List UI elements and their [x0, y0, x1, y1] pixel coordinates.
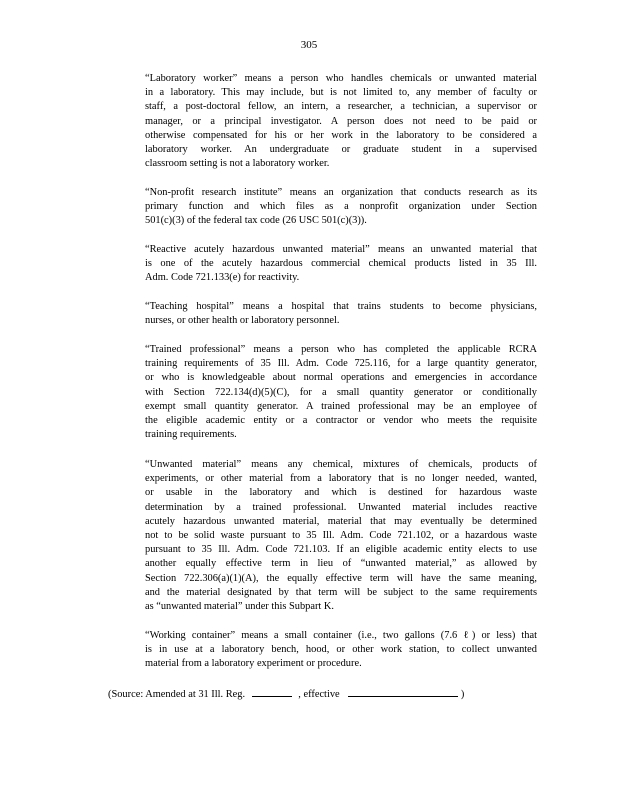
- text-line: “Trained professional” means a person who has completed the applicable RCRA: [145, 344, 537, 355]
- text-line: exempt small quantity generator. A trained professional may be an employee of: [145, 400, 537, 412]
- text-line: another equally effective term in lieu of “unwanted material,” as allowed by: [145, 558, 537, 570]
- definition-non-profit-research-institute: [145, 186, 537, 229]
- text-line: is in use at a laboratory bench, hood, or other work station, to collect unwanted: [145, 644, 537, 656]
- text-line: “Laboratory worker” means a person who handles chemicals or unwanted material: [145, 73, 537, 84]
- text-line: 501(c)(3) of the federal tax code (26 USC 501(c)(3)).: [145, 215, 367, 227]
- text-line: “Reactive acutely hazardous unwanted material” means an unwanted material that: [145, 244, 537, 255]
- text-line: experiments, or other material from a laboratory that is no longer needed, wanted,: [145, 473, 537, 485]
- text-line: Section 722.306(a)(1)(A), the equally effective term will have the same meaning,: [145, 572, 537, 584]
- text-line: not to be solid waste pursuant to 35 Ill. Adm. Code 721.102, or a hazardous waste: [145, 530, 537, 542]
- effective-date-blank-line: [348, 686, 458, 697]
- text-line: primary function and which files as a nonprofit organization under Section: [145, 201, 537, 213]
- definition-laboratory-worker: [145, 72, 537, 171]
- text-line: “Unwanted material” means any chemical, mixtures of chemicals, products of: [145, 459, 537, 470]
- text-line: “Working container” means a small container (i.e., two gallons (7.6 ℓ) or less) that: [145, 630, 537, 641]
- text-line: determination by a trained professional. Unwanted material includes reactive: [145, 501, 537, 513]
- text-line: nurses, or other health or laboratory personnel.: [145, 315, 340, 327]
- text-line: manager, or a principal investigator. A person does not need to be paid or: [145, 115, 537, 127]
- source-prefix: (Source: Amended at 31 Ill. Reg.: [108, 689, 246, 700]
- text-line: “Non-profit research institute” means an organization that conducts research as its: [145, 187, 537, 198]
- text-line: laboratory worker. An undergraduate or graduate student in a supervised: [145, 144, 537, 156]
- source-suffix: ): [460, 689, 465, 700]
- definition-unwanted-material: [145, 458, 537, 614]
- text-line: in a laboratory. This may include, but is not limited to, any member of faculty or: [145, 87, 537, 99]
- text-line: acutely hazardous unwanted material, material that may eventually be determined: [145, 515, 537, 527]
- definition-working-container: [145, 629, 537, 672]
- page-number: 305: [300, 39, 318, 51]
- text-line: or usable in the laboratory and which is destined for hazardous waste: [145, 487, 537, 499]
- definition-teaching-hospital: [145, 300, 537, 328]
- definition-reactive-acutely-hazardous-unwanted-material: [145, 243, 537, 286]
- text-line: pursuant to 35 Ill. Adm. Code 721.103. If an eligible academic entity elects to use: [145, 544, 537, 556]
- source-note: [108, 686, 538, 702]
- text-line: as “unwanted material” under this Subpart K.: [145, 601, 334, 613]
- text-line: otherwise compensated for his or her work in the laboratory to be considered a: [145, 129, 537, 141]
- text-line: training requirements of 35 Ill. Adm. Code 725.116, for a large quantity generator,: [145, 358, 537, 370]
- text-line: staff, a post-doctoral fellow, an intern, a researcher, a technician, a supervisor or: [145, 101, 537, 113]
- text-line: and the material designated by that term will be subject to the same requirements: [145, 586, 537, 598]
- text-line: training requirements.: [145, 429, 237, 441]
- text-line: or who is knowledgeable about normal operations and emergencies in accordance: [145, 372, 537, 384]
- text-line: material from a laboratory experiment or procedure.: [145, 658, 362, 670]
- text-line: is one of the acutely hazardous commercial chemical products listed in 35 Ill.: [145, 258, 537, 270]
- source-effective-label: , effective: [298, 689, 340, 700]
- text-line: the eligible academic entity or a contractor or vendor who meets the requisite: [145, 415, 537, 427]
- register-blank-line: [252, 686, 292, 697]
- text-line: Adm. Code 721.133(e) for reactivity.: [145, 272, 300, 284]
- text-line: classroom setting is not a laboratory worker.: [145, 158, 330, 170]
- text-line: with Section 722.134(d)(5)(C), for a small quantity generator or conditionally: [145, 386, 537, 398]
- text-line: “Teaching hospital” means a hospital that trains students to become physicians,: [145, 301, 537, 312]
- definition-trained-professional: [145, 343, 537, 442]
